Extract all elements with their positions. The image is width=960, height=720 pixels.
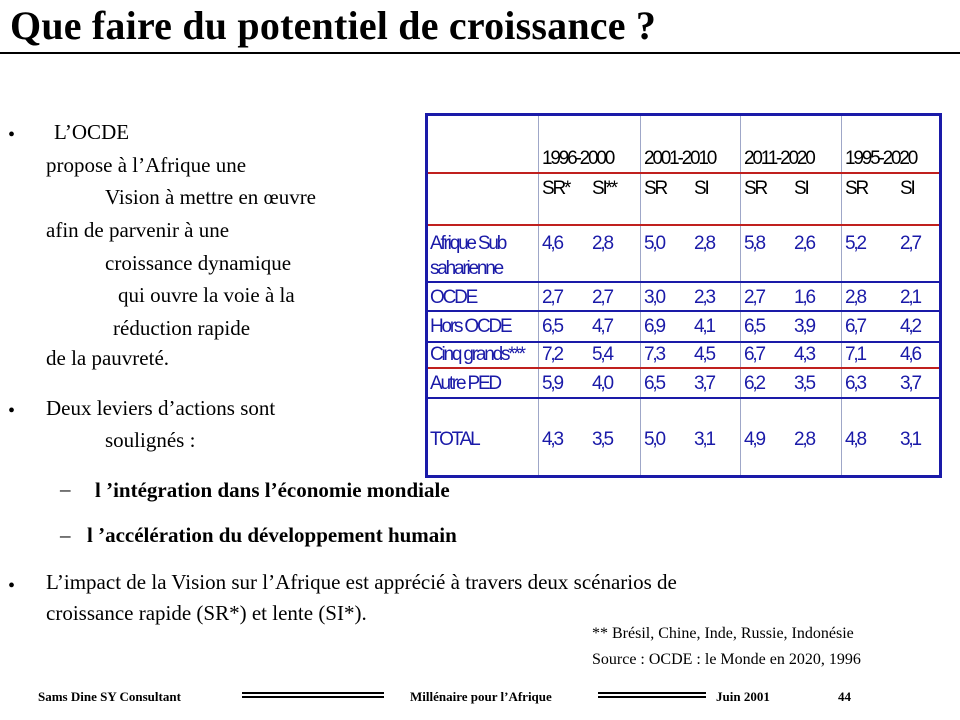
table-rule xyxy=(428,341,939,343)
row-label-autre-ped: Autre PED xyxy=(430,373,500,394)
bullet1-line-2: propose à l’Afrique une xyxy=(46,153,247,177)
table-cell: 2,1 xyxy=(900,287,920,308)
table-cell: 2,8 xyxy=(845,287,865,308)
period-header: 1996-2000 xyxy=(542,148,614,169)
bullet-marker: • xyxy=(8,400,16,422)
table-cell: 4,6 xyxy=(900,344,920,365)
table-cell: 4,3 xyxy=(794,344,814,365)
table-cell: 6,5 xyxy=(644,373,664,394)
table-cell: 3,7 xyxy=(694,373,714,394)
table-cell: 2,8 xyxy=(794,429,814,450)
scenario-header: SR* xyxy=(542,178,570,199)
bullet2-line-1: Deux leviers d’actions sont xyxy=(46,396,276,420)
note-countries: ** Brésil, Chine, Inde, Russie, Indonésie xyxy=(592,625,854,642)
table-rule xyxy=(428,224,939,226)
table-col-divider xyxy=(538,116,539,475)
scenario-header: SI xyxy=(794,178,808,199)
table-cell: 6,9 xyxy=(644,316,664,337)
bullet1-line-7: réduction rapide xyxy=(113,316,251,340)
note-source: Source : OCDE : le Monde en 2020, 1996 xyxy=(592,651,861,668)
title-underline xyxy=(0,52,960,54)
table-col-divider xyxy=(640,116,641,475)
table-cell: 5,0 xyxy=(644,429,664,450)
scenario-header: SR xyxy=(644,178,666,199)
bullet1-line-8: de la pauvreté. xyxy=(46,346,170,370)
sub-item-development: l ’accélération du développement humain xyxy=(87,523,457,547)
table-cell: 3,7 xyxy=(900,373,920,394)
period-header: 1995-2020 xyxy=(845,148,917,169)
table-cell: 3,1 xyxy=(900,429,920,450)
table-cell: 6,5 xyxy=(542,316,562,337)
table-cell: 1,6 xyxy=(794,287,814,308)
table-cell: 6,5 xyxy=(744,316,764,337)
table-cell: 2,3 xyxy=(694,287,714,308)
table-cell: 5,4 xyxy=(592,344,612,365)
table-cell: 7,2 xyxy=(542,344,562,365)
period-header: 2011-2020 xyxy=(744,148,814,169)
table-cell: 7,3 xyxy=(644,344,664,365)
bullet1-line-6: qui ouvre la voie à la xyxy=(118,283,295,307)
table-cell: 5,8 xyxy=(744,233,764,254)
scenario-header: SR xyxy=(744,178,766,199)
table-cell: 2,8 xyxy=(694,233,714,254)
table-cell: 5,0 xyxy=(644,233,664,254)
row-label-ocde: OCDE xyxy=(430,287,477,308)
table-cell: 2,7 xyxy=(542,287,562,308)
table-cell: 4,9 xyxy=(744,429,764,450)
table-cell: 3,9 xyxy=(794,316,814,337)
table-cell: 3,1 xyxy=(694,429,714,450)
table-cell: 4,2 xyxy=(900,316,920,337)
sub-item-integration: l ’intégration dans l’économie mondiale xyxy=(95,478,450,502)
table-cell: 6,2 xyxy=(744,373,764,394)
table-cell: 4,6 xyxy=(542,233,562,254)
table-cell: 4,1 xyxy=(694,316,714,337)
table-cell: 5,9 xyxy=(542,373,562,394)
table-cell: 6,7 xyxy=(845,316,865,337)
table-col-divider xyxy=(841,116,842,475)
table-cell: 2,7 xyxy=(900,233,920,254)
bullet3-line-1: L’impact de la Vision sur l’Afrique est apprécié à travers deux scénarios de xyxy=(46,570,677,594)
bullet1-line-1: L’OCDE xyxy=(54,120,130,144)
footer-date: Juin 2001 xyxy=(716,689,770,704)
table-cell: 2,7 xyxy=(744,287,764,308)
table-rule xyxy=(428,367,939,369)
table-rule xyxy=(428,281,939,283)
table-rule xyxy=(428,397,939,399)
scenario-header: SI** xyxy=(592,178,616,199)
table-cell: 2,6 xyxy=(794,233,814,254)
slide-title: Que faire du potentiel de croissance ? xyxy=(10,3,657,48)
table-col-divider xyxy=(740,116,741,475)
dash-marker: – xyxy=(60,523,71,547)
period-header: 2001-2010 xyxy=(644,148,716,169)
dash-marker: – xyxy=(60,477,71,501)
bullet-marker: • xyxy=(8,124,16,146)
table-cell: 6,3 xyxy=(845,373,865,394)
row-label-africa: Afrique Sub xyxy=(430,233,506,254)
footer-page-number: 44 xyxy=(838,689,851,704)
row-label-hors-ocde: Hors OCDE xyxy=(430,316,511,337)
bullet3-line-2: croissance rapide (SR*) et lente (SI*). xyxy=(46,601,367,625)
bullet2-line-2: soulignés : xyxy=(105,428,196,452)
table-cell: 6,7 xyxy=(744,344,764,365)
table-cell: 3,0 xyxy=(644,287,664,308)
scenario-header: SI xyxy=(900,178,914,199)
row-label-total: TOTAL xyxy=(430,429,479,450)
table-cell: 4,7 xyxy=(592,316,612,337)
row-label-cinq-grands: Cinq grands*** xyxy=(430,344,524,365)
table-rule xyxy=(428,310,939,312)
table-rule xyxy=(428,172,939,174)
growth-table xyxy=(425,113,942,478)
bullet1-line-5: croissance dynamique xyxy=(105,251,292,275)
footer-rule xyxy=(242,692,384,698)
table-cell: 4,3 xyxy=(542,429,562,450)
bullet1-line-4: afin de parvenir à une xyxy=(46,218,230,242)
table-cell: 3,5 xyxy=(794,373,814,394)
table-cell: 2,7 xyxy=(592,287,612,308)
row-label-africa-2: saharienne xyxy=(430,258,503,279)
footer-author: Sams Dine SY Consultant xyxy=(38,689,181,704)
footer-center: Millénaire pour l’Afrique xyxy=(410,689,552,704)
scenario-header: SI xyxy=(694,178,708,199)
table-cell: 4,8 xyxy=(845,429,865,450)
table-cell: 2,8 xyxy=(592,233,612,254)
table-cell: 5,2 xyxy=(845,233,865,254)
table-cell: 4,5 xyxy=(694,344,714,365)
scenario-header: SR xyxy=(845,178,867,199)
table-cell: 4,0 xyxy=(592,373,612,394)
footer-rule xyxy=(598,692,706,698)
bullet-marker: • xyxy=(8,575,16,597)
table-cell: 7,1 xyxy=(845,344,865,365)
table-cell: 3,5 xyxy=(592,429,612,450)
bullet1-line-3: Vision à mettre en œuvre xyxy=(105,185,317,209)
